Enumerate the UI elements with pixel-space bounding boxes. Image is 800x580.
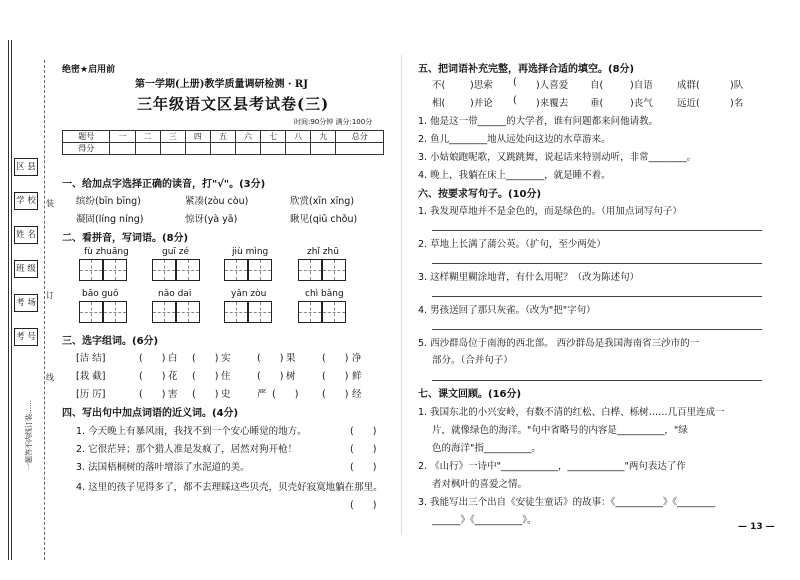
score-table — [62, 130, 384, 155]
q3-group: [洁 结] — [76, 353, 106, 364]
pinyin-label: zhǐ zhū — [307, 247, 339, 257]
side-box-room[interactable]: 考 场 — [14, 294, 38, 312]
page-number: — 13 — — [738, 522, 775, 532]
q4-answer-paren[interactable]: ( ) — [350, 426, 377, 437]
q3-blank[interactable]: ( ) — [257, 353, 284, 364]
q3-blank[interactable]: ( ) — [257, 371, 284, 382]
q3-char: 果 — [286, 353, 296, 364]
q2-heading: 二、看拼音，写词语。(8分) — [62, 233, 189, 244]
exam-subtitle: 第一学期(上册)教学质量调研检测 · RJ — [135, 79, 308, 90]
score-cell: 三 — [160, 131, 185, 143]
score-input-cell[interactable] — [311, 143, 336, 155]
pinyin-label: guī zé — [162, 247, 190, 257]
score-input-cell[interactable] — [336, 143, 384, 155]
q3-char: 害 — [168, 389, 178, 400]
q1-item[interactable]: 凝固(líng níng) — [76, 214, 144, 225]
q6-heading: 六、按要求写句子。(10分) — [418, 189, 542, 200]
q3-char: 严 — [257, 389, 267, 400]
q1-item[interactable]: 瞅见(qiū chǒu) — [290, 214, 358, 225]
q1-item[interactable]: 缤纷(bīn bīng) — [76, 196, 141, 207]
score-input-cell[interactable] — [210, 143, 235, 155]
q1-item[interactable]: 紧凑(zòu còu) — [185, 196, 249, 207]
q7-item[interactable]: ______》《__________》。 — [432, 515, 537, 526]
q7-heading: 七、课文回顾。(16分) — [418, 389, 522, 400]
q3-blank[interactable]: ( ) — [139, 371, 166, 382]
q5-idiom-part: )来覆去 — [536, 98, 569, 109]
answer-line[interactable] — [432, 296, 762, 297]
score-cell: 七 — [261, 131, 286, 143]
q7-item[interactable]: 2. 《山行》一诗中"____________，____________"两句表达了作 — [418, 461, 686, 472]
score-input-cell[interactable] — [110, 143, 135, 155]
score-table-score-row — [63, 143, 384, 155]
binding-line-outer — [8, 40, 9, 560]
side-box-district[interactable]: 区 县 — [14, 158, 38, 176]
q1-heading: 一、给加点字选择正确的读音，打"√"。(3分) — [62, 179, 266, 190]
q5-fill-item[interactable]: 4. 晚上，我躺在床上________，就是睡不着。 — [418, 170, 611, 181]
q3-char: 史 — [221, 389, 231, 400]
score-cell: 题号 — [63, 131, 110, 143]
score-cell: 九 — [311, 131, 336, 143]
score-cell: 得分 — [63, 143, 110, 155]
q3-char: 白 — [168, 353, 178, 364]
score-cell: 八 — [286, 131, 311, 143]
answer-line[interactable] — [432, 380, 762, 381]
q5-idiom-part: 不( — [432, 80, 446, 91]
q5-idiom-part[interactable]: )丧气 — [630, 98, 653, 109]
q3-blank[interactable]: ( ) — [139, 353, 166, 364]
q3-char: 住 — [221, 371, 231, 382]
q6-item: 1. 我发现草地并不是金色的，而是绿色的。（用加点词写句子） — [418, 206, 682, 217]
q3-group: [栽 截] — [76, 371, 106, 382]
pinyin-label: chì bǎng — [305, 289, 344, 299]
writing-box[interactable] — [152, 259, 176, 281]
q5-idiom-part[interactable]: ( — [513, 95, 517, 106]
q4-item: 1. 今天晚上有暴风雨，我找不到一个安心睡觉的地方。 — [76, 426, 307, 437]
score-input-cell[interactable] — [185, 143, 210, 155]
q4-answer-paren[interactable]: ( ) — [350, 444, 377, 455]
score-input-cell[interactable] — [135, 143, 160, 155]
answer-line[interactable] — [432, 230, 762, 231]
q5-idiom-part: )人喜爱 — [536, 80, 569, 91]
q7-item: 者对枫叶的喜爱之情。 — [432, 479, 528, 490]
pinyin-label: yǎn zòu — [231, 289, 267, 299]
q1-item[interactable]: 欣赏(xīn xīng) — [290, 196, 355, 207]
q3-char: 净 — [352, 353, 362, 364]
score-input-cell[interactable] — [286, 143, 311, 155]
score-cell: 五 — [210, 131, 235, 143]
side-box-class[interactable]: 班 级 — [14, 260, 38, 278]
exam-title: 三年级语文区县考试卷(三) — [137, 95, 330, 113]
binding-dash-line — [44, 60, 45, 560]
side-box-school[interactable]: 学 校 — [14, 192, 38, 210]
score-input-cell[interactable] — [261, 143, 286, 155]
score-cell: 一 — [110, 131, 135, 143]
q5-heading: 五、把词语补充完整，再选择合适的填空。(8分) — [418, 64, 635, 75]
q3-blank[interactable]: ( ) — [322, 389, 349, 400]
binding-mark-ding: 订 — [46, 291, 54, 300]
q5-idiom-part: 自( — [590, 80, 604, 91]
writing-box[interactable] — [79, 301, 103, 323]
pinyin-label: jiù mìng — [232, 247, 269, 257]
writing-box[interactable] — [224, 259, 248, 281]
score-cell: 二 — [135, 131, 160, 143]
secret-mark: 绝密★启用前 — [62, 65, 116, 75]
q5-fill-item[interactable]: 1. 他是这一带______的大学者，谁有问题都来问他请教。 — [418, 116, 659, 127]
side-box-name[interactable]: 姓 名 — [14, 226, 38, 244]
writing-box[interactable] — [248, 259, 272, 281]
writing-box[interactable] — [224, 301, 248, 323]
writing-box[interactable] — [152, 301, 176, 323]
q3-blank[interactable]: ( ) — [192, 353, 219, 364]
q7-item[interactable]: 色的海洋"指__________。 — [432, 443, 541, 454]
writing-box[interactable] — [322, 301, 346, 323]
q3-blank[interactable]: ( ) — [192, 371, 219, 382]
q5-idiom-part[interactable]: )队 — [730, 80, 744, 91]
q5-idiom-part: 垂( — [590, 98, 604, 109]
q3-char: 花 — [168, 371, 178, 382]
q4-item: 2. 它很茫异；那个猎人准是发疯了，居然对狗开枪！ — [76, 444, 298, 455]
q3-blank[interactable]: ( ) — [192, 389, 219, 400]
score-input-cell[interactable] — [160, 143, 185, 155]
q4-answer-paren[interactable]: ( ) — [350, 462, 377, 473]
q4-item: 4. 这里的孩子见得多了，都不去理睬这些贝壳，贝壳好寂寞地躺在那里。 — [76, 482, 383, 493]
side-box-exam-no[interactable]: 考 号 — [14, 328, 38, 346]
q5-fill-item[interactable]: 3. 小姑娘跑呢歌，又跳跳舞，说起话来特别动听，非常________。 — [418, 152, 697, 163]
q6-item: 2. 草地上长满了蒲公英。（扩句，至少两处） — [418, 239, 606, 250]
column-divider — [401, 55, 402, 535]
score-table-header-row — [63, 131, 384, 143]
binding-line-inner — [11, 40, 12, 560]
q4-item: 3. 法国梧桐树的落叶增添了水泥道的美。 — [76, 462, 250, 473]
q3-char: 鲜 — [352, 371, 362, 382]
q3-char: 经 — [352, 389, 362, 400]
q5-idiom-part[interactable]: )并论 — [470, 98, 493, 109]
q5-idiom-part: 相( — [432, 98, 446, 109]
q5-idiom-part[interactable]: ( — [513, 77, 517, 88]
score-cell: 四 — [185, 131, 210, 143]
writing-box[interactable] — [103, 259, 127, 281]
pinyin-label: fù zhuāng — [84, 247, 129, 257]
writing-box[interactable] — [176, 301, 200, 323]
writing-box[interactable] — [298, 301, 322, 323]
q5-fill-item[interactable]: 2. 鱼儿________地从远处向这边的水草游来。 — [418, 134, 611, 145]
q5-idiom-part: 远近( — [677, 98, 700, 109]
q5-idiom-part: 成群( — [677, 80, 700, 91]
binding-mark-xian: 线 — [46, 373, 54, 382]
score-cell: 总分 — [336, 131, 384, 143]
answer-line[interactable] — [432, 263, 762, 264]
score-input-cell[interactable] — [235, 143, 260, 155]
writing-box[interactable] — [79, 259, 103, 281]
score-cell: 六 — [235, 131, 260, 143]
q6-item: 5. 西沙群岛位于南海的西北部。 西沙群岛是我国海南省三沙市的一 — [418, 338, 700, 349]
q4-answer-paren[interactable]: ( ) — [350, 500, 377, 511]
q4-heading: 四、写出句中加点词语的近义词。(4分) — [62, 408, 239, 419]
pinyin-label: bāo guǒ — [82, 289, 119, 299]
q7-item[interactable]: 3. 我能写出三个出自《安徒生童话》的故事：《__________》《________ — [418, 497, 716, 508]
q3-blank[interactable]: ( ) — [322, 353, 349, 364]
binding-mark-zhuang: 装 — [46, 199, 54, 208]
writing-box[interactable] — [322, 259, 346, 281]
writing-box[interactable] — [103, 301, 127, 323]
q3-blank[interactable]: ( ) — [272, 389, 299, 400]
writing-box[interactable] — [176, 259, 200, 281]
q5-idiom-part[interactable]: )名 — [730, 98, 744, 109]
q3-char: 实 — [221, 353, 231, 364]
pinyin-label: nǎo dai — [158, 289, 192, 299]
time-score: 时间:90分钟 满分:100分 — [294, 118, 373, 126]
q1-item[interactable]: 惊讶(yà yā) — [185, 214, 238, 225]
q5-idiom-part[interactable]: )思索 — [470, 80, 493, 91]
writing-box[interactable] — [248, 301, 272, 323]
q3-char: 树 — [286, 371, 296, 382]
q7-item[interactable]: 片，就像绿色的海洋。"句中省略号的内容是__________，"绿 — [432, 425, 688, 436]
q6-item: 4. 男孩送回了那只灰雀。（改为"把"字句） — [418, 305, 596, 316]
q3-blank[interactable]: ( ) — [139, 389, 166, 400]
q6-item: 部分。（合并句子） — [432, 355, 513, 366]
q6-item: 3. 这样糊里糊涂地背，有什么用呢？（改为陈述句） — [418, 272, 640, 283]
q3-heading: 三、选字组词。(6分) — [62, 336, 159, 347]
q3-group: [历 厉] — [76, 389, 106, 400]
binding-warning: 一题答不内线订装…… — [25, 400, 33, 470]
q5-idiom-part[interactable]: )自语 — [630, 80, 653, 91]
q7-item: 1. 我国东北的小兴安岭，有数不清的红松、白桦、栎树……几百里连成一 — [418, 407, 725, 418]
q3-blank[interactable]: ( ) — [322, 371, 349, 382]
answer-line[interactable] — [432, 329, 762, 330]
writing-box[interactable] — [298, 259, 322, 281]
